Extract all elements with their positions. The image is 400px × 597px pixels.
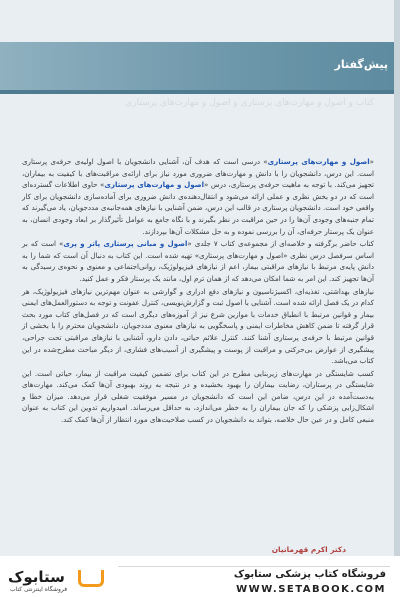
bleed-through-text: کتاب و اصول و مهارت‌های پرستاری و اصول و مهارت‌های پرستاری — [125, 98, 374, 108]
p1-highlight: اصول و مهارت‌های پرستاری — [267, 157, 370, 166]
p2-highlight: اصول و مبانی پرستاری پاتر و پری — [63, 239, 188, 249]
footer-divider — [118, 566, 390, 567]
paragraph-4: کسب شایستگی در مهارت‌های زیربنایی مطرح در این کتاب برای تضمین کیفیت مراقبت از بیمار، حیاتی است. این شایستگی در پرستاران، رضایت بیماران را بهبود بخشیده و در نتیجه به روند بهبودی آن‌ها کمک می‌کند. مهارت‌های به‌دست‌آمده در این درس، ضامن این است که دانشجویان در مسیر موفقیت شغلی قرار می‌دهد. میزان خطا و اشکال‌زایی پزشکی را که جان بیماران را به خطر می‌اندازد، به حداقل می‌رساند. امیدواریم تدوین این کتاب به عنوان منبعی کامل و در عین حال خلاصه، بتواند به دانشجویان در کسب صلاحیت‌های مورد انتظار از آن‌ها کمک کند. — [22, 368, 374, 425]
store-name: فروشگاه کتاب پزشکی ستابوک — [233, 569, 386, 580]
store-url[interactable]: WWW.SETABOOK.COM — [236, 584, 386, 595]
p1-text-a: « — [369, 157, 374, 166]
logo-wordmark: ستابوک — [8, 568, 65, 586]
setabook-logo — [8, 568, 106, 596]
logo-smile-icon — [78, 570, 104, 587]
paragraph-1 — [22, 156, 374, 237]
logo-subtitle: فروشگاه اینترنتی کتاب — [10, 586, 68, 593]
p1-highlight-2: اصول و مهارت‌های پرستاری — [104, 180, 205, 190]
p2-text-a: کتاب حاضر برگرفته و خلاصه‌ای از مجموعه‌ی کتاب ۷ جلدی « — [187, 239, 374, 249]
signature-name: دکتر اکرم قهرمانیان — [271, 545, 346, 554]
preface-body — [22, 156, 374, 427]
paragraph-3: نیازهای بهداشتی، تغذیه‌ای، اکسیژناسیون و نیازهای دفع ادراری و گوارشی به عنوان مهم‌ترین نیازهای فیزیولوژیک، هر کدام در یک فصل ارائه شده است. آشنایی با اصول ثبت و گزارش‌نویسی، کنترل عفونت و توجه به دستورالعمل‌های ایمنی بیمار و قوانین مرتبط با انطباق خدمات با موازین شرع نیز از آموزه‌های دیگری است که در فصل‌های کتاب مورد بحث قرار گرفته تا ضمن کاهش مخاطرات ایمنی و پاسخگویی به نیازهای معنوی مددجویان، دانشجویان محترم را با بخشی از قوانین مرتبط با حرفه‌ی پرستاری آشنا کنند. کنترل علائم حیاتی، دادن دارو، آشنایی با نیازهای مراقبتی تحت جراحی، پیشگیری از عوارض بی‌حرکتی و مراقبت از پوست و پیشگیری از آسیب‌های فشاری، از دیگر مباحث مطرح‌شده در این کتاب می‌باشد. — [22, 286, 374, 366]
p1-text-b: » درسی است که هدف آن، آشنایی دانشجویان با اصول اولیه‌ی حرفه‌ی پرستاری است. این درس، دانشجویان را با دانش و مهارت‌های ضروری مورد نیاز برای ارائه‌ی مراقبت‌های با کیفیت به بیماران، تجهیز می‌کند. با توجه به ماهیت حرفه‌ی پرستاری، درس « — [22, 157, 374, 190]
book-spine-edge — [394, 0, 400, 597]
paragraph-2 — [22, 238, 374, 284]
p1-text-c: » حاوی اطلاعات گسترده‌ای است که در دو بخش نظری و عملی ارائه می‌شود و انتقال‌دهنده‌ی دانش ضروری برای آماده‌سازی دانشجویان برای کار واقعی خود است. دانشجویان پرستاری در قالب این درس، ضمن آشنایی با نیازهای همه‌جانبه‌ی مددجویان، یاد می‌گیرند که تمام جنبه‌های وجودی آن‌ها را در حین مراقبت در نظر بگیرند و با نگاه جامع به عوامل تأثیرگذار بر ابعاد وجودی انسان، به عنوان یک پرستار حرفه‌ای، آن را بررسی نموده و به حل مشکلات آن‌ها بپردازند. — [22, 180, 374, 236]
header-divider — [0, 90, 394, 94]
page-title: پیش‌گفتار — [334, 58, 388, 71]
p2-text-b: » است که بر اساس سرفصل درس نظری «اصول و مهارت‌های پرستاری» تهیه شده است. این کتاب به دنبال آن است که شما را به دانش پایه‌ی مرتبط با نیازهای مراقبتی بیمار، اعم از نیازهای فیزیولوژیک، روانی‌اجتماعی و معنوی و نحوه‌ی رسیدگی به آن‌ها تجهیز کند. این امر به شما امکان می‌دهد که از همان ترم اول، مانند یک پرستار فکر و عمل کنید. — [22, 239, 374, 283]
